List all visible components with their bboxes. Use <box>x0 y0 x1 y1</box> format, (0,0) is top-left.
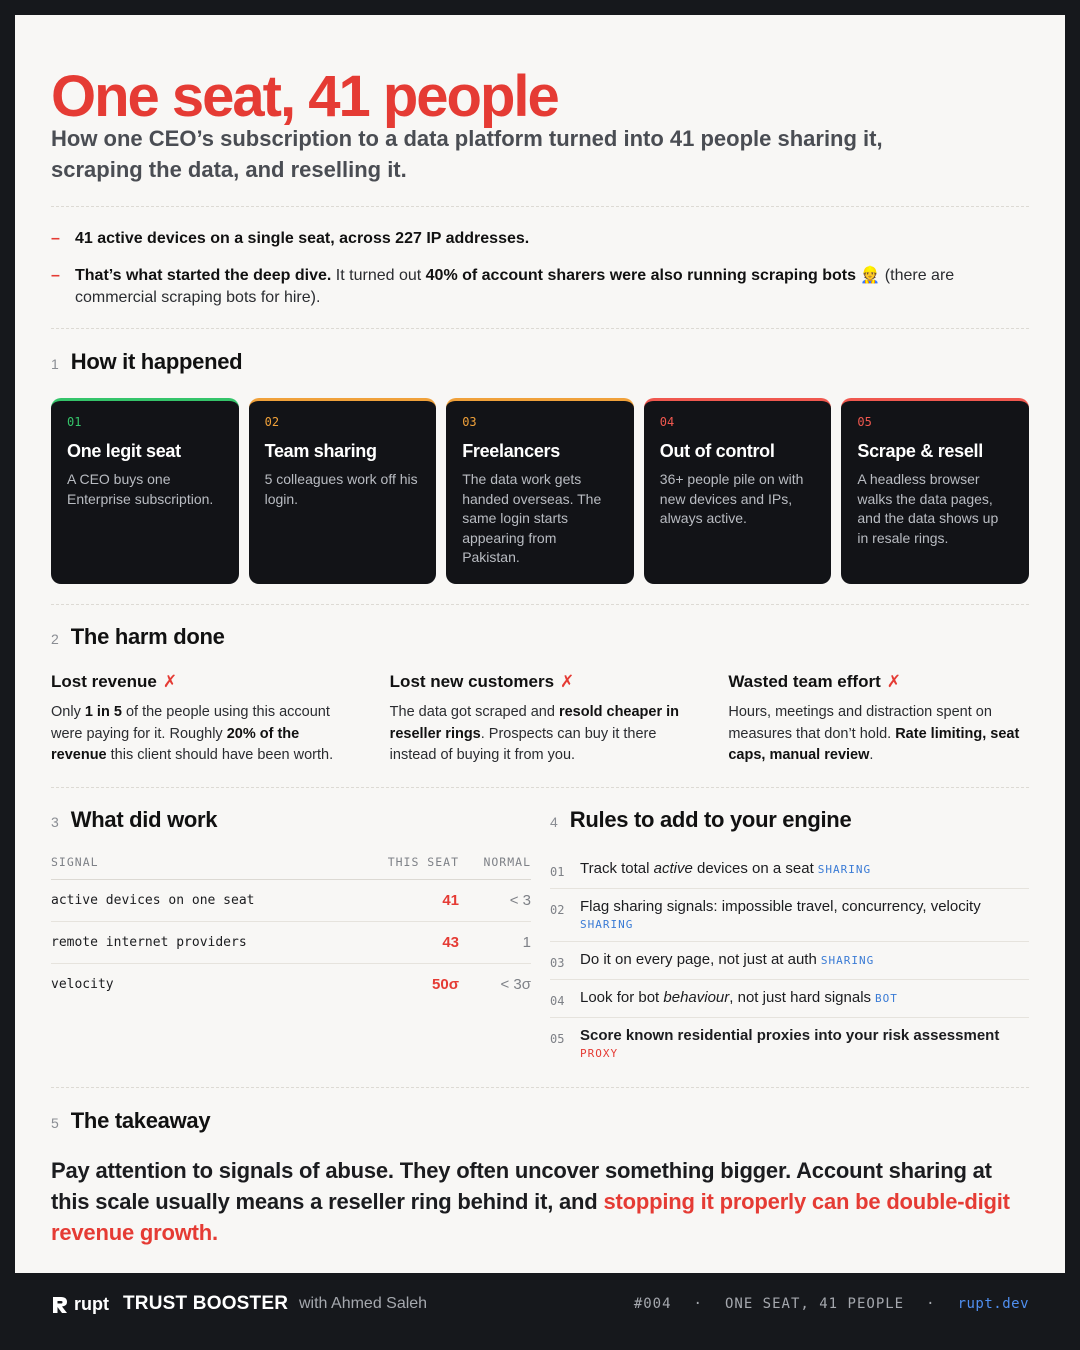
list-item: 03 Do it on every page, not just at auth SHARING <box>550 942 1029 980</box>
site-link[interactable]: rupt.dev <box>957 1296 1029 1312</box>
section-number: 5 <box>51 1115 59 1131</box>
page-subtitle: How one CEO’s subscription to a data platform turned into 41 people sharing it, scraping the data, and reselling it. <box>51 126 883 182</box>
list-item: 05 Score known residential proxies into your risk assessment PROXY <box>550 1018 1029 1070</box>
section-heading <box>550 807 851 833</box>
harm-text: Only 1 in 5 of the people using this account were paying for it. Roughly 20% of the revenue this client should have been worth. <box>51 704 334 763</box>
logo-text: rupt <box>74 1294 109 1314</box>
step-card <box>249 398 437 584</box>
harm-text: The data got scraped and resold cheaper in reseller rings. Prospects can buy it there instead of buying it from you. <box>389 704 680 763</box>
table-row <box>51 964 531 1006</box>
list-item: 01 Track total active devices on a seat SHARING <box>550 851 1029 889</box>
section-number: 3 <box>51 814 59 830</box>
rupt-logo-icon <box>51 1295 69 1315</box>
bullet-dash: – <box>51 230 60 247</box>
divider <box>51 604 1029 605</box>
footer <box>0 1273 1080 1350</box>
cross-icon: ✗ <box>162 672 178 691</box>
section-title: Rules to add to your engine <box>569 807 852 832</box>
seat-value-cell: 43 <box>369 922 459 964</box>
normal-value-cell: < 3σ <box>500 976 531 994</box>
step-number: 02 <box>264 415 280 429</box>
normal-value-cell: 1 <box>459 922 531 964</box>
rule-number: 04 <box>550 994 565 1008</box>
table-row <box>51 922 531 964</box>
signals-table <box>51 851 531 1006</box>
section-heading <box>51 807 217 833</box>
step-desc: The data work gets handed overseas. The same login starts appearing from Pakistan. <box>462 471 602 565</box>
intro-bullet: – That’s what started the deep dive. It turned out 40% of account sharers were also running scraping bots 👷 (there are commercial scraping bots for hire). <box>51 267 955 306</box>
harm-item <box>51 672 352 767</box>
rule-tag: PROXY <box>580 1047 619 1060</box>
takeaway-text: Pay attention to signals of abuse. They often uncover something bigger. Account sharing at this scale usually means a reseller ring behind it, and stopping it properly can be double-digit revenue growth. <box>51 1158 1010 1245</box>
step-number: 05 <box>857 415 872 429</box>
signal-cell: remote internet providers <box>51 922 369 964</box>
rule-tag: SHARING <box>817 863 872 876</box>
divider <box>51 206 1029 207</box>
section-heading <box>51 624 225 650</box>
step-title: Out of control <box>659 441 775 461</box>
intro-bullet <box>51 228 1029 250</box>
steps-row <box>51 398 1029 584</box>
rule-number: 02 <box>550 903 565 917</box>
divider <box>51 1087 1029 1088</box>
step-desc: A CEO buys one Enterprise subscription. <box>67 471 214 507</box>
episode-title: ONE SEAT, 41 PEOPLE <box>724 1296 905 1312</box>
section-number: 4 <box>550 814 558 830</box>
step-card <box>446 398 634 584</box>
step-title: Freelancers <box>462 441 560 461</box>
author-credit: with Ahmed Saleh <box>299 1295 428 1312</box>
step-desc: 36+ people pile on with new devices and IPs, always active. <box>659 471 804 526</box>
step-title: Scrape & resell <box>857 441 983 461</box>
step-title: One legit seat <box>67 441 181 461</box>
section-heading <box>51 1108 210 1134</box>
step-number: 04 <box>659 415 675 429</box>
rule-number: 05 <box>550 1032 565 1046</box>
poster-card <box>15 15 1065 1273</box>
bullet-dash: – <box>51 267 60 284</box>
cross-icon: ✗ <box>886 672 901 691</box>
signal-cell: active devices on one seat <box>51 880 369 922</box>
divider <box>51 787 1029 788</box>
separator: · <box>693 1296 703 1312</box>
harm-row <box>51 672 1029 767</box>
column-header: NORMAL <box>459 851 531 880</box>
harm-text: Hours, meetings and distraction spent on measures that don’t hold. Rate limiting, seat caps, manual review. <box>728 704 1020 763</box>
rule-number: 03 <box>550 956 565 970</box>
harm-item <box>728 672 1029 767</box>
seat-value-cell: 41 <box>369 880 459 922</box>
section-title: The harm done <box>70 624 225 649</box>
harm-title: Lost new customers <box>389 672 555 691</box>
harm-item <box>390 672 691 767</box>
step-desc: A headless browser walks the data pages, and the data shows up in resale rings. <box>857 471 999 546</box>
rules-list <box>550 851 1029 1070</box>
section-title: How it happened <box>70 349 243 374</box>
bullet-text: 41 active devices on a single seat, across 227 IP addresses. <box>75 230 530 247</box>
rule-tag: BOT <box>875 992 898 1005</box>
step-desc: 5 colleagues work off his login. <box>264 471 418 507</box>
step-number: 03 <box>462 415 477 429</box>
rupt-logo[interactable] <box>51 1294 109 1315</box>
series-brand: TRUST BOOSTER <box>123 1293 289 1314</box>
step-number: 01 <box>67 415 82 429</box>
section-heading <box>51 349 242 375</box>
signal-cell: velocity <box>51 977 114 993</box>
step-card <box>841 398 1029 584</box>
section-number: 2 <box>51 631 59 647</box>
page-title: One seat, 41 people <box>51 64 558 129</box>
normal-value-cell: < 3 <box>459 880 531 922</box>
issue-number: #004 <box>633 1296 672 1312</box>
harm-title: Lost revenue <box>51 672 157 691</box>
worker-emoji-icon: 👷 <box>855 267 885 284</box>
step-card <box>644 398 832 584</box>
takeaway-highlight: stopping it properly can be double-digit revenue growth. <box>51 1189 1010 1245</box>
step-title: Team sharing <box>264 441 377 461</box>
harm-title: Wasted team effort <box>728 672 881 691</box>
section-title: What did work <box>70 807 218 832</box>
section-title: The takeaway <box>70 1108 211 1133</box>
column-header: SIGNAL <box>51 851 369 880</box>
separator: · <box>926 1296 936 1312</box>
step-card <box>51 398 239 584</box>
list-item: 02 Flag sharing signals: impossible travel, concurrency, velocity SHARING <box>550 889 1029 942</box>
section-number: 1 <box>51 356 59 372</box>
cross-icon: ✗ <box>560 672 575 691</box>
footer-meta <box>634 1296 1029 1312</box>
table-row <box>51 880 531 922</box>
rule-tag: SHARING <box>580 918 634 931</box>
divider <box>51 328 1029 329</box>
list-item: 04 Look for bot behaviour, not just hard signals BOT <box>550 980 1029 1018</box>
table-header-row <box>51 851 531 880</box>
seat-value-cell: 50σ <box>432 976 459 994</box>
rule-number: 01 <box>550 865 565 879</box>
column-header: THIS SEAT <box>369 851 459 880</box>
rule-tag: SHARING <box>820 954 875 967</box>
